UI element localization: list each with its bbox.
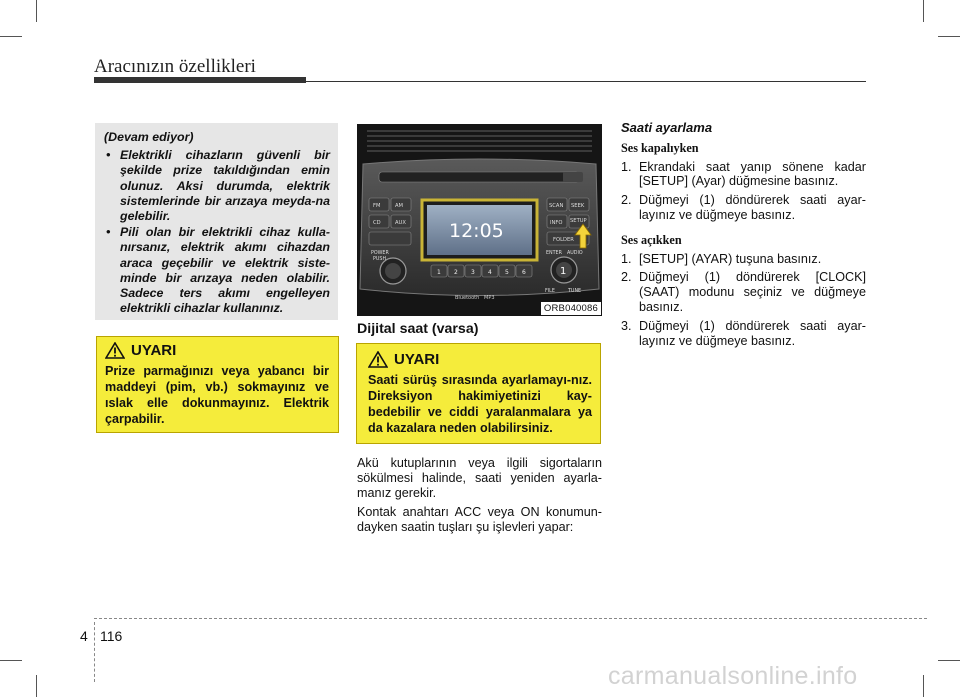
warning-box-middle — [356, 343, 601, 444]
warning-triangle-icon — [105, 342, 125, 359]
header-rule-thin — [306, 81, 866, 82]
warning-title: UYARI — [131, 341, 177, 359]
warning-title: UYARI — [394, 350, 440, 368]
section-title: Dijital saat (varsa) — [357, 321, 479, 337]
footer-divider — [94, 618, 927, 619]
crop-mark — [0, 36, 22, 37]
caution-box — [95, 123, 338, 320]
warning-header — [368, 351, 592, 368]
step-item: 2. Düğmeyi (1) döndürerek [CLOCK] (SAAT) modunu seçiniz ve düğmeye basınız. — [621, 270, 866, 314]
continued-label: (Devam ediyor) — [104, 130, 194, 144]
caution-item: • Elektrikli cihazların güvenli bir şekilde prize takıldığından emin olunuz. Aksi durumda, elektrik sistemlerinde bir arızaya meyda-na gelebilir. — [106, 148, 330, 224]
step-item: 1. [SETUP] (AYAR) tuşuna basınız. — [621, 251, 822, 266]
chapter-number: 4 — [80, 628, 88, 644]
svg-text:FILE: FILE — [545, 289, 555, 294]
header-rule-thick — [94, 77, 306, 83]
svg-text:POWER: POWER — [371, 251, 389, 256]
audio-on-heading: Ses açıkken — [621, 232, 682, 247]
svg-text:4: 4 — [488, 269, 492, 276]
svg-text:1: 1 — [437, 269, 441, 276]
warning-text: Saati sürüş sırasında ayarlamayı-nız. Direksiyon hakimiyetinizi kay-bedebilir ve ciddi yaralanmalara ya da kazalara neden olabilirsiniz. — [368, 373, 592, 435]
crop-mark — [36, 0, 37, 22]
svg-text:FOLDER: FOLDER — [553, 237, 574, 243]
crop-mark — [0, 660, 22, 661]
svg-text:2: 2 — [454, 269, 458, 276]
crop-mark — [36, 675, 37, 697]
crop-mark — [923, 0, 924, 22]
bullet-icon: • — [106, 148, 111, 163]
svg-text:Bluetooth: Bluetooth — [455, 295, 480, 301]
svg-text:TUNE: TUNE — [568, 289, 582, 294]
audio-off-steps — [621, 160, 866, 223]
svg-text:SCAN: SCAN — [549, 203, 564, 209]
svg-text:AUX: AUX — [395, 220, 406, 226]
footer-vertical-divider — [94, 622, 95, 682]
radio-illustration — [357, 124, 602, 316]
svg-text:3: 3 — [471, 269, 475, 276]
step-item: 2. Düğmeyi (1) döndürerek saati ayar-layınız ve düğmeye basınız. — [621, 193, 866, 222]
display-time: 12:05 — [449, 220, 504, 242]
warning-text: Prize parmağınızı veya yabancı bir maddeyi (pim, vb.) sokmayınız ve ıslak elle dokunmayınız. Elektrik çarpabilir. — [105, 364, 329, 426]
svg-text:ENTER: ENTER — [546, 251, 562, 256]
crop-mark — [938, 660, 960, 661]
audio-on-steps — [621, 252, 866, 349]
svg-text:SEEK: SEEK — [571, 203, 585, 209]
svg-text:FM: FM — [373, 203, 381, 209]
warning-triangle-icon — [368, 351, 388, 368]
watermark: carmanualsonline.info — [608, 662, 858, 690]
svg-text:SETUP: SETUP — [570, 218, 587, 224]
caution-item: • Pili olan bir elektrikli cihaz kulla-nırsanız, elektrik akımı cihazdan araca geçebilir ve elektrik siste-minde bir arızaya neden olabilir. Sadece ters akımı engelleyen elektrikli cihazlar kullanınız. — [106, 225, 330, 316]
audio-off-heading: Ses kapalıyken — [621, 140, 699, 155]
bullet-icon: • — [106, 225, 111, 240]
body-paragraph: Akü kutuplarının veya ilgili sigortaların sökülmesi halinde, saati yeniden ayarla-manız gerekir. — [357, 456, 602, 500]
subsection-title: Saati ayarlama — [621, 120, 713, 135]
step-item: 1. Ekrandaki saat yanıp sönene kadar [SETUP] (Ayar) düğmesine basınız. — [621, 159, 866, 189]
crop-mark — [938, 36, 960, 37]
svg-text:5: 5 — [505, 269, 509, 276]
warning-box-left — [96, 336, 339, 433]
svg-text:INFO: INFO — [550, 220, 563, 226]
svg-text:1: 1 — [560, 266, 567, 277]
svg-text:PUSH: PUSH — [373, 257, 387, 262]
svg-text:AM: AM — [395, 203, 404, 209]
clock-setting-column — [621, 121, 866, 358]
crop-mark — [923, 675, 924, 697]
svg-text:AUDIO: AUDIO — [567, 251, 583, 256]
svg-text:CD: CD — [373, 220, 381, 226]
svg-text:MP3: MP3 — [484, 295, 495, 301]
radio-figure — [357, 124, 602, 316]
page-number: 116 — [100, 628, 123, 644]
body-paragraph: Kontak anahtarı ACC veya ON konumun-dayken saatin tuşları şu işlevleri yapar: — [357, 505, 602, 534]
caution-list — [104, 148, 330, 316]
svg-text:6: 6 — [522, 269, 526, 276]
warning-header — [105, 342, 329, 359]
figure-code: ORB040086 — [541, 302, 601, 315]
step-item: 3. Düğmeyi (1) döndürerek saati ayar-layınız ve düğmeye basınız. — [621, 318, 866, 348]
page-header-title: Aracınızın özellikleri — [94, 56, 256, 77]
